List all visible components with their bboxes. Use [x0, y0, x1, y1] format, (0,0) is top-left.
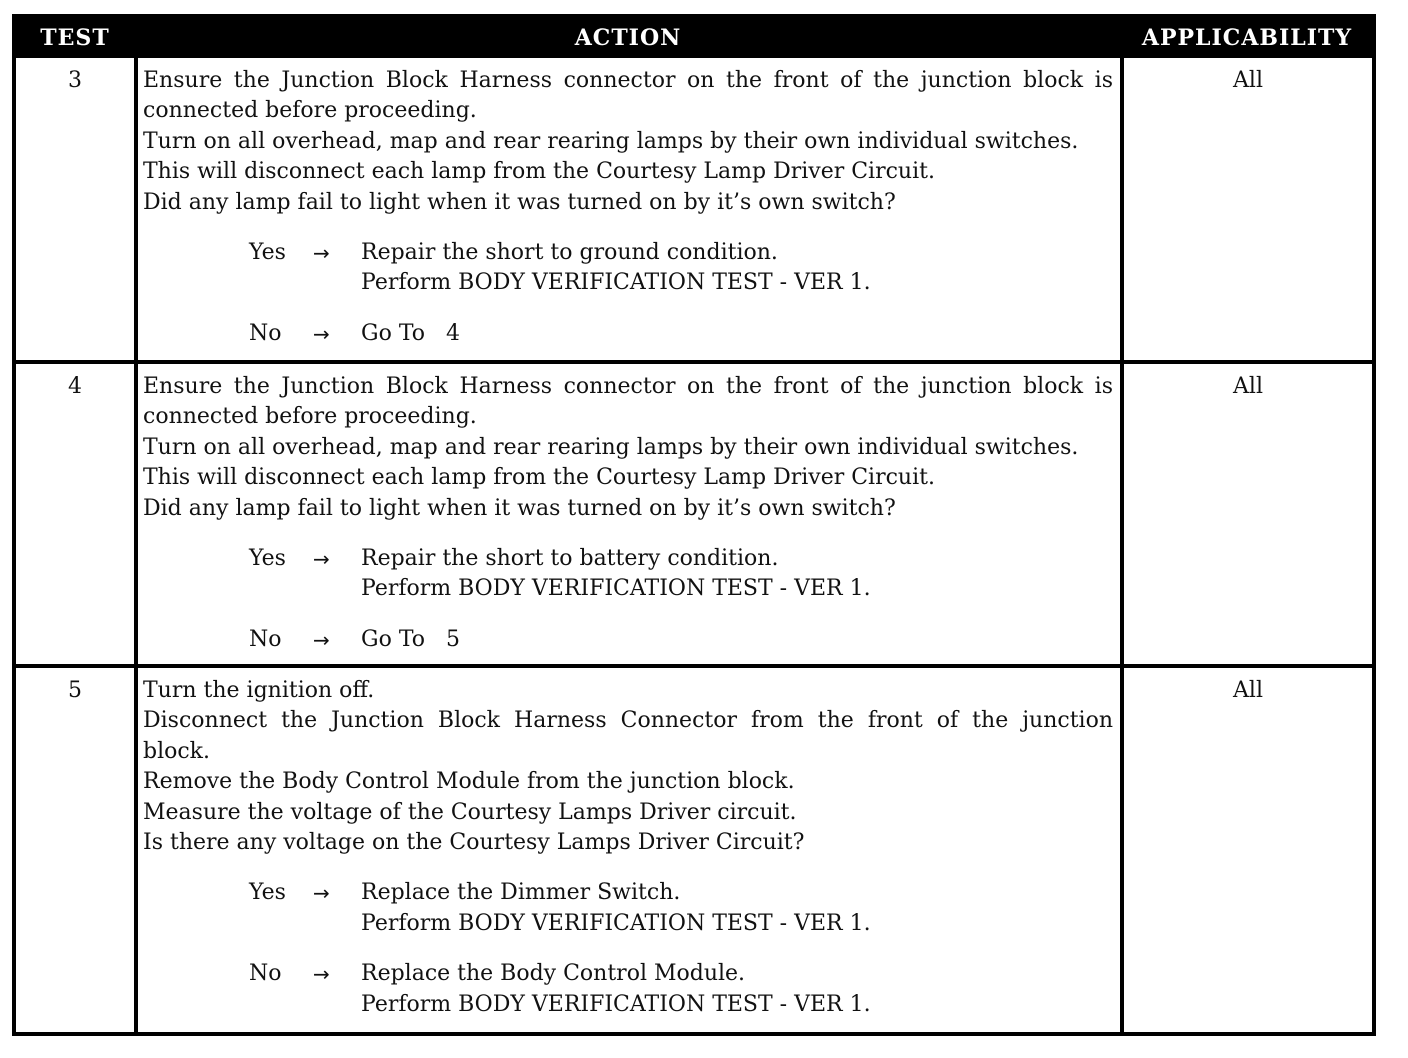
yes-outcome-cont	[143, 909, 1113, 939]
action-line: Measure the voltage of the Courtesy Lamps Driver circuit.	[143, 799, 797, 825]
yes-label: Yes	[249, 546, 286, 572]
no-label: No	[249, 961, 282, 987]
applicability-value: All	[1233, 374, 1263, 399]
header-action: ACTION	[574, 25, 682, 51]
outcome-text: Go To 5	[361, 626, 460, 652]
yes-outcome	[143, 238, 1113, 268]
no-outcome	[143, 959, 1113, 989]
action-line: Did any lamp fail to light when it was turned on by it’s own switch?	[143, 189, 896, 215]
no-label: No	[249, 320, 282, 346]
test-number: 3	[68, 68, 82, 93]
action-line: Remove the Body Control Module from the junction block.	[143, 769, 795, 795]
header-test: TEST	[40, 25, 110, 51]
arrow-icon: →	[313, 881, 330, 906]
header-applicability: APPLICABILITY	[1141, 25, 1353, 51]
action-line: Turn the ignition off.	[143, 678, 375, 703]
outcome-text: Perform BODY VERIFICATION TEST - VER 1.	[361, 270, 871, 296]
outcome-text: Perform BODY VERIFICATION TEST - VER 1.	[361, 910, 871, 936]
test-number: 5	[68, 678, 82, 703]
action-line: This will disconnect each lamp from the Courtesy Lamp Driver Circuit.	[143, 465, 935, 491]
yes-outcome	[143, 878, 1113, 908]
applicability-value: All	[1233, 68, 1263, 93]
outcome-text: Go To 4	[361, 320, 460, 346]
table-row	[16, 668, 1372, 1036]
action-line: Is there any voltage on the Courtesy Lamps Driver Circuit?	[143, 830, 805, 856]
action-line: Disconnect the Junction Block Harness Connector from the front of the junction	[143, 708, 1113, 734]
no-label: No	[249, 626, 282, 652]
action-cell	[143, 372, 1113, 655]
arrow-icon: →	[313, 962, 330, 987]
action-line: Turn on all overhead, map and rear rearing lamps by their own individual switches.	[143, 434, 1079, 460]
action-line: block.	[143, 738, 211, 764]
yes-label: Yes	[249, 880, 286, 906]
no-outcome	[143, 319, 1113, 349]
test-number: 4	[68, 374, 82, 399]
applicability-value: All	[1233, 678, 1263, 703]
action-cell	[143, 66, 1113, 349]
diagnostic-table	[12, 14, 1376, 1036]
outcome-text: Repair the short to battery condition.	[361, 546, 779, 572]
action-line: Turn on all overhead, map and rear rearing lamps by their own individual switches.	[143, 128, 1079, 154]
action-line: Ensure the Junction Block Harness connector on the front of the junction block is	[143, 68, 1113, 93]
action-line: This will disconnect each lamp from the Courtesy Lamp Driver Circuit.	[143, 159, 935, 185]
no-outcome	[143, 625, 1113, 655]
yes-outcome-cont	[143, 268, 1113, 298]
outcome-text: Perform BODY VERIFICATION TEST - VER 1.	[361, 576, 871, 602]
table-row	[16, 58, 1372, 360]
arrow-icon: →	[313, 321, 330, 346]
action-line: connected before proceeding.	[143, 404, 477, 430]
arrow-icon: →	[313, 241, 330, 266]
action-line: Ensure the Junction Block Harness connector on the front of the junction block is	[143, 374, 1113, 399]
yes-outcome	[143, 544, 1113, 574]
outcome-text: Perform BODY VERIFICATION TEST - VER 1.	[361, 991, 871, 1017]
action-line: connected before proceeding.	[143, 98, 477, 124]
arrow-icon: →	[313, 627, 330, 652]
action-line: Did any lamp fail to light when it was turned on by it’s own switch?	[143, 495, 896, 521]
no-outcome-cont	[143, 990, 1113, 1020]
table-row	[16, 364, 1372, 664]
outcome-text: Repair the short to ground condition.	[361, 240, 778, 266]
action-cell	[143, 676, 1113, 1020]
arrow-icon: →	[313, 547, 330, 572]
yes-outcome-cont	[143, 574, 1113, 604]
table-header	[16, 18, 1372, 58]
outcome-text: Replace the Body Control Module.	[361, 961, 746, 987]
yes-label: Yes	[249, 240, 286, 266]
outcome-text: Replace the Dimmer Switch.	[361, 880, 681, 906]
